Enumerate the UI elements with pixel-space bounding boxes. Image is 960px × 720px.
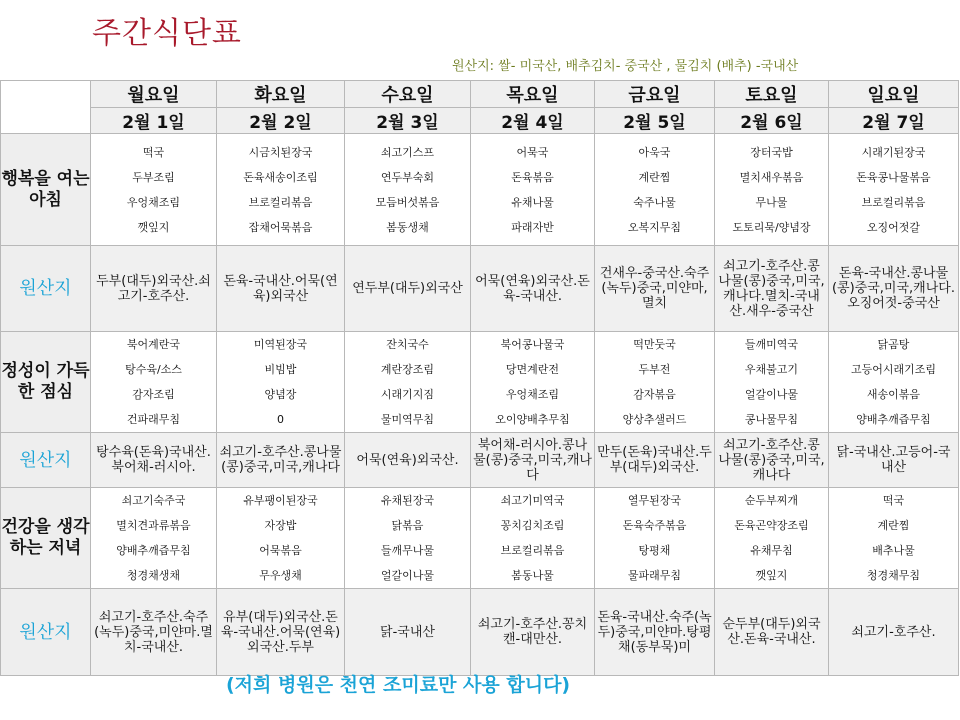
menu-item: 멸치견과류볶음 (116, 519, 191, 532)
menu-item: 두부전 (638, 363, 671, 376)
origin-cell: 건새우-중국산.숙주(녹두)중국,미얀마,멸치 (595, 246, 715, 332)
menu-item: 꽁치김치조림 (500, 519, 565, 532)
menu-item: 돈육숙주볶음 (622, 519, 687, 532)
menu-cell (471, 332, 595, 433)
menu-item: 탕수육/소스 (125, 363, 182, 376)
menu-item: 열무된장국 (627, 494, 682, 507)
menu-cell (829, 134, 959, 246)
origin-cell: 돈육-국내산.콩나물(콩)중국,미국,캐나다.오징어젓-중국산 (829, 246, 959, 332)
meal-row (1, 134, 959, 246)
menu-item: 숙주나물 (633, 195, 676, 209)
origin-cell: 만두(돈육)국내산.두부(대두)외국산. (595, 433, 715, 488)
origin-row (1, 246, 959, 332)
menu-item: 잡채어묵볶음 (248, 220, 313, 234)
menu-item: 돈육콩나물볶음 (856, 170, 931, 184)
menu-item: 연두부숙회 (380, 170, 435, 184)
day-name: 토요일 (715, 81, 829, 108)
day-date-row (1, 108, 959, 134)
menu-item: 모듬버섯볶음 (375, 195, 440, 209)
origin-row (1, 433, 959, 488)
origin-label: 원산지 (1, 589, 91, 676)
day-name-row (1, 81, 959, 108)
menu-cell (91, 332, 217, 433)
menu-item: 브로컬리볶음 (861, 195, 926, 209)
menu-item: 유채나물 (511, 195, 554, 209)
menu-item: 시금치된장국 (248, 145, 313, 159)
menu-item: 우채불고기 (744, 363, 799, 376)
page-title: 주간식단표 (92, 16, 242, 51)
origin-row (1, 589, 959, 676)
menu-item: 무나물 (755, 195, 788, 209)
menu-item: 물미역무침 (380, 413, 435, 426)
menu-cell (595, 488, 715, 589)
footer-note: (저희 병원은 천연 조미료만 사용 합니다) (226, 674, 571, 696)
menu-cell (715, 134, 829, 246)
menu-item: 북어콩나물국 (500, 338, 565, 351)
menu-item: 쇠고기스프 (380, 145, 435, 159)
menu-item: 우엉채조림 (126, 195, 181, 209)
menu-item: 들깨무나물 (380, 544, 435, 557)
origin-cell: 쇠고기-호주산.콩나물(콩)중국,미국,캐나다.멸치-국내산.새우-중국산 (715, 246, 829, 332)
menu-cell (217, 134, 345, 246)
weekly-menu-table (0, 80, 959, 676)
menu-cell (715, 488, 829, 589)
menu-item: 무우생채 (259, 569, 302, 582)
menu-item: 북어계란국 (126, 338, 181, 351)
menu-item: 우엉채조림 (505, 388, 560, 401)
origin-cell: 닭-국내산 (345, 589, 471, 676)
menu-item: 두부조림 (132, 170, 175, 184)
menu-item: 장터국밥 (750, 145, 793, 159)
menu-item: 떡만둣국 (633, 338, 676, 351)
origin-cell: 탕수육(돈육)국내산.북어채-러시아. (91, 433, 217, 488)
menu-item: 물파래무침 (627, 569, 682, 582)
menu-item: 비빔밥 (264, 363, 297, 376)
menu-item: 얼갈이나물 (380, 569, 435, 582)
menu-cell (829, 488, 959, 589)
menu-item: 시래기지짐 (380, 388, 435, 401)
origin-cell: 쇠고기-호주산.꽁치캔-대만산. (471, 589, 595, 676)
menu-cell (345, 134, 471, 246)
menu-item: 자장밥 (264, 519, 297, 532)
origin-label: 원산지 (1, 246, 91, 332)
day-name: 목요일 (471, 81, 595, 108)
menu-item: 계란장조림 (380, 363, 435, 376)
day-name: 일요일 (829, 81, 959, 108)
menu-item: 얼갈이나물 (744, 388, 799, 401)
menu-item: 탕평채 (638, 544, 671, 557)
menu-item: 양배추깨즙무침 (856, 413, 931, 426)
origin-cell: 두부(대두)외국산.쇠고기-호주산. (91, 246, 217, 332)
menu-item: 어묵볶음 (259, 544, 302, 557)
menu-item: 도토리묵/양념장 (732, 220, 811, 234)
menu-item: 떡국 (882, 494, 905, 507)
origin-cell: 순두부(대두)외국산.돈육-국내산. (715, 589, 829, 676)
menu-item: 브로컬리볶음 (500, 544, 565, 557)
menu-cell (829, 332, 959, 433)
menu-item: 잔치국수 (386, 338, 429, 351)
menu-item: 양상추샐러드 (622, 413, 687, 426)
menu-cell (91, 488, 217, 589)
meal-label: 정성이 가득한 점심 (1, 332, 91, 433)
menu-item: 봄동나물 (511, 569, 554, 582)
menu-cell (471, 488, 595, 589)
day-name: 수요일 (345, 81, 471, 108)
origin-label: 원산지 (1, 433, 91, 488)
menu-item: 시래기된장국 (861, 145, 926, 159)
menu-item: 청경채생채 (126, 569, 181, 582)
menu-cell (345, 488, 471, 589)
day-date: 2월 6일 (715, 108, 829, 134)
menu-item: 브로컬리볶음 (248, 195, 313, 209)
menu-item: 양배추깨즙무침 (116, 544, 191, 557)
menu-item: 새송이볶음 (866, 388, 921, 401)
menu-cell (471, 134, 595, 246)
menu-item: 계란찜 (877, 519, 910, 532)
origin-cell: 연두부(대두)외국산 (345, 246, 471, 332)
menu-cell (91, 134, 217, 246)
origin-cell: 쇠고기-호주산.콩나물(콩)중국,미국,캐나다 (715, 433, 829, 488)
menu-item: 들깨미역국 (744, 338, 799, 351)
day-date: 2월 4일 (471, 108, 595, 134)
menu-item: 돈육새송이조림 (243, 170, 318, 184)
origin-cell: 쇠고기-호주산.콩나물(콩)중국,미국,캐나다 (217, 433, 345, 488)
menu-item: 청경채무침 (866, 569, 921, 582)
day-date: 2월 5일 (595, 108, 715, 134)
menu-item: 돈육볶음 (511, 170, 554, 184)
origin-cell: 유부(대두)외국산.돈육-국내산.어묵(연육)외국산.두부 (217, 589, 345, 676)
menu-item: 콩나물무침 (744, 413, 799, 426)
menu-item: 봄동생채 (386, 220, 429, 234)
menu-item: 유채무침 (750, 544, 793, 557)
day-date: 2월 1일 (91, 108, 217, 134)
menu-cell (217, 332, 345, 433)
menu-item: 쇠고기미역국 (500, 494, 565, 507)
menu-cell (595, 332, 715, 433)
origin-cell: 쇠고기-호주산.숙주(녹두)중국,미얀마.멸치-국내산. (91, 589, 217, 676)
origin-cell: 쇠고기-호주산. (829, 589, 959, 676)
day-date: 2월 2일 (217, 108, 345, 134)
menu-item: 깻잎지 (755, 569, 788, 582)
menu-item: 양념장 (264, 388, 297, 401)
day-date: 2월 3일 (345, 108, 471, 134)
menu-item: 깻잎지 (137, 220, 170, 234)
meal-row (1, 488, 959, 589)
origin-cell: 돈육-국내산.어묵(연육)외국산 (217, 246, 345, 332)
menu-item: 아욱국 (638, 145, 671, 159)
menu-item: 감자볶음 (633, 388, 676, 401)
menu-item: 쇠고기숙주국 (121, 494, 186, 507)
menu-item: 오이양배추무침 (495, 413, 570, 426)
menu-item: 감자조림 (132, 388, 175, 401)
menu-item: 건파래무침 (126, 413, 181, 426)
menu-item: 어묵국 (516, 145, 549, 159)
menu-item: 유부팽이된장국 (243, 494, 318, 507)
menu-cell (217, 488, 345, 589)
meal-label: 행복을 여는 아침 (1, 134, 91, 246)
menu-item: 미역된장국 (253, 338, 308, 351)
menu-item: 닭곰탕 (877, 338, 910, 351)
menu-item: 순두부찌개 (744, 494, 799, 507)
menu-cell (595, 134, 715, 246)
menu-item: 0 (277, 413, 284, 426)
menu-item: 오징어젓갈 (866, 220, 921, 234)
meal-label: 건강을 생각하는 저녁 (1, 488, 91, 589)
origin-cell: 어묵(연육)외국산. (345, 433, 471, 488)
day-name: 월요일 (91, 81, 217, 108)
day-name: 화요일 (217, 81, 345, 108)
menu-cell (715, 332, 829, 433)
menu-cell (345, 332, 471, 433)
menu-item: 배추나물 (872, 544, 915, 557)
menu-item: 멸치새우볶음 (739, 170, 804, 184)
menu-item: 유채된장국 (380, 494, 435, 507)
origin-cell: 돈육-국내산.숙주(녹두)중국,미얀마.탕평채(동부묵)미 (595, 589, 715, 676)
menu-item: 고등어시래기조림 (850, 363, 936, 376)
origin-cell: 어묵(연육)외국산.돈육-국내산. (471, 246, 595, 332)
menu-item: 파래자반 (511, 220, 554, 234)
day-name: 금요일 (595, 81, 715, 108)
menu-item: 돈육곤약장조림 (734, 519, 809, 532)
origin-note: 원산지: 쌀- 미국산, 배추김치- 중국산 , 물김치 (배추) -국내산 (452, 59, 799, 74)
menu-item: 계란찜 (638, 170, 671, 184)
meal-row (1, 332, 959, 433)
menu-item: 닭볶음 (391, 519, 424, 532)
corner-cell (1, 81, 91, 134)
origin-cell: 닭-국내산.고등어-국내산 (829, 433, 959, 488)
menu-item: 당면계란전 (505, 363, 560, 376)
menu-item: 떡국 (142, 145, 165, 159)
menu-item: 오복지무침 (627, 220, 682, 234)
day-date: 2월 7일 (829, 108, 959, 134)
origin-cell: 북어채-러시아.콩나물(콩)중국,미국,캐나다 (471, 433, 595, 488)
